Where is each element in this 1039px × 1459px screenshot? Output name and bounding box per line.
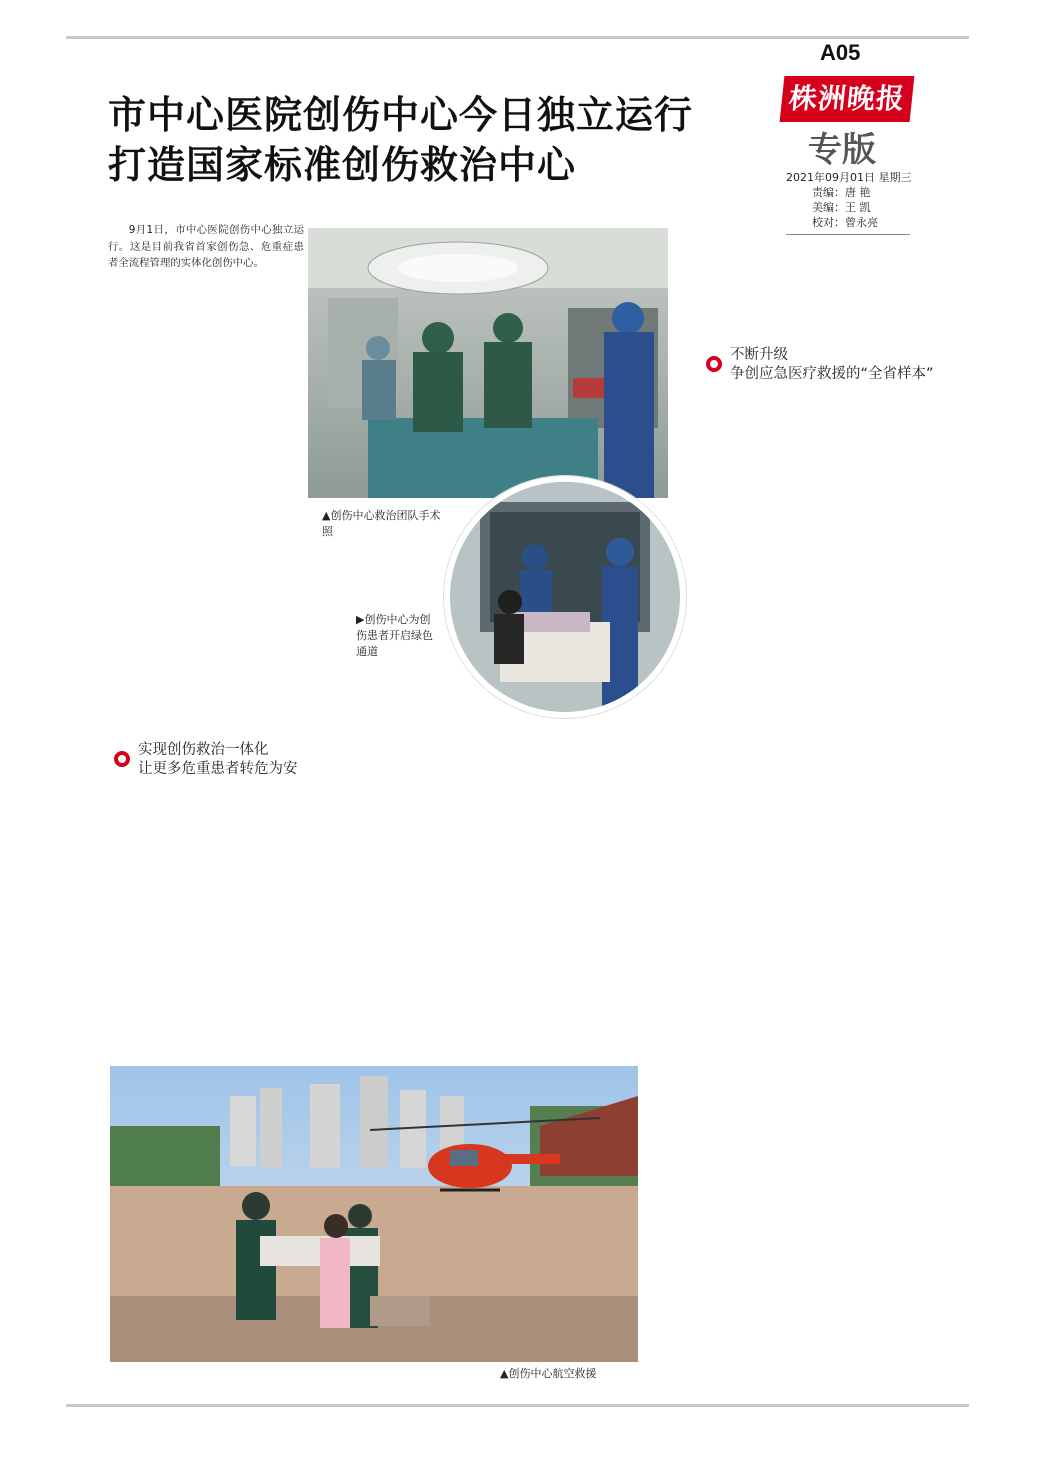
proofreader-line: 校对：曾永亮 [812,216,878,229]
section1-title-line1: 实现创伤救治一体化 [138,742,269,758]
headline-line-2: 打造国家标准创伤救治中心 [108,143,577,187]
air-rescue-caption: ▲创伤中心航空救援 [500,1367,597,1380]
section-marker-icon [706,356,722,372]
meta-divider [786,234,910,235]
section2-title-line2: 争创应急医疗救援的“全省样本” [730,366,934,382]
green-channel-caption: ▶创伤中心为创伤患者开启绿色通道 [356,613,433,658]
newspaper-masthead: 株洲晚报 [780,76,915,122]
green-channel-photo [444,476,686,718]
headline-line-1: 市中心医院创伤中心今日独立运行 [108,93,694,137]
section1-heading [114,741,298,779]
designer-line: 美编：王 凯 [812,201,871,214]
editor-line: 责编：唐 艳 [812,186,871,199]
edition-meta [786,170,946,230]
surgery-team-photo [308,228,668,498]
section1-title-line2: 让更多危重患者转危为安 [138,761,298,777]
section-label: 专版 [808,130,876,170]
air-rescue-photo [110,1066,638,1362]
section2-title-line1: 不断升级 [730,347,788,363]
intro-column [108,222,304,272]
section-marker-icon [114,751,130,767]
page-headline [108,90,693,190]
top-rule [66,36,969,39]
intro-paragraph: 9月1日，市中心医院创伤中心独立运行。这是目前我省首家创伤急、危重症患者全流程管理的实体化创伤中心。 [108,224,304,269]
page-number: A05 [820,40,861,65]
date-line: 2021年09月01日 星期三 [786,171,912,184]
bottom-rule [66,1404,969,1407]
section2-heading [706,346,934,384]
surgery-photo-caption: ▲创伤中心救治团队手术照 [322,509,441,538]
